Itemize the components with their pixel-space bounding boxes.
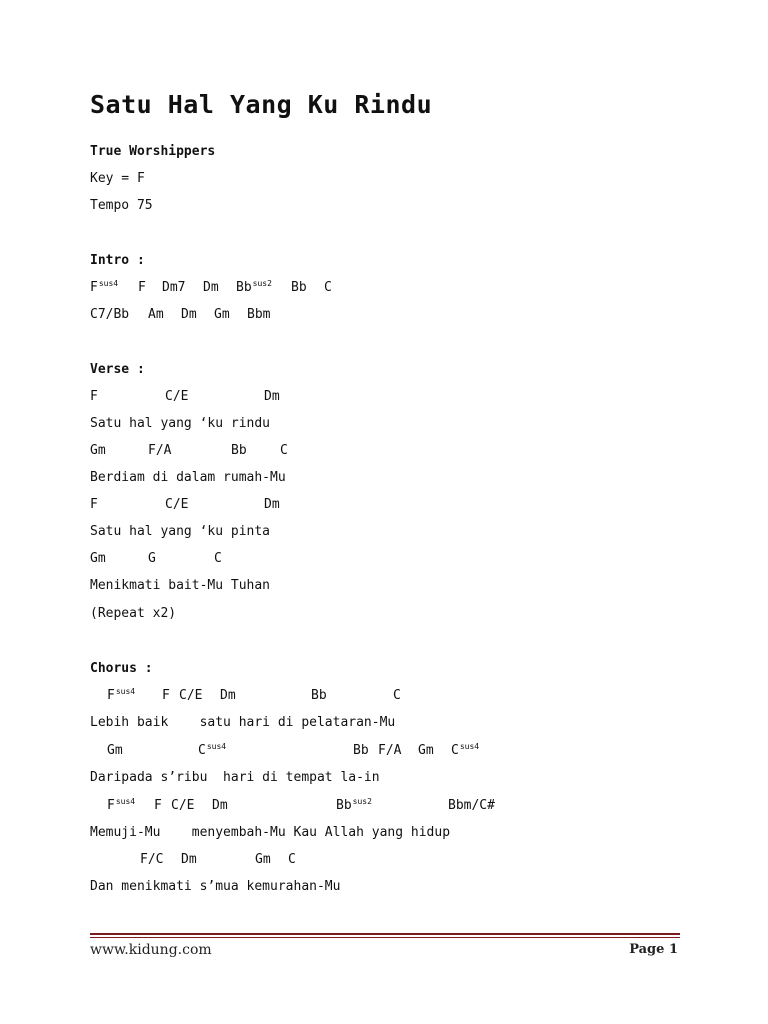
chord: C [288, 852, 296, 867]
chord: Gm [214, 307, 230, 322]
chord: Gm [90, 443, 106, 458]
chord: Gm [418, 743, 434, 758]
chord: Bb [231, 443, 247, 458]
chord: Dm [264, 389, 280, 404]
chord: F [90, 389, 98, 404]
chord: F/A [378, 743, 402, 758]
chord: Gm [255, 852, 271, 867]
intro-label: Intro : [90, 253, 145, 268]
chord: Dm [203, 280, 219, 295]
verse-label: Verse : [90, 362, 145, 377]
footer-website: www.kidung.com [90, 942, 212, 958]
verse-lyric-2: Berdiam di dalam rumah-Mu [90, 470, 286, 485]
song-key: Key = F [90, 171, 145, 186]
chord: F [138, 280, 146, 295]
chord: C/E [179, 688, 203, 703]
chord: Bb [291, 280, 307, 295]
chord: C [324, 280, 332, 295]
verse-lyric-4: Menikmati bait-Mu Tuhan [90, 578, 271, 593]
repeat-note: (Repeat x2) [90, 606, 177, 621]
chord: G [148, 551, 156, 566]
footer-divider-thin [90, 937, 680, 938]
page-number: Page 1 [629, 942, 678, 957]
chord: C [214, 551, 222, 566]
chord: $Bb^{sus2}$ [336, 797, 372, 813]
chord: Dm [220, 688, 236, 703]
chord: F [90, 497, 98, 512]
chord: $F^{sus4}$ [107, 797, 136, 813]
chord: Bb [353, 743, 369, 758]
chord: C [280, 443, 288, 458]
chorus-label: Chorus : [90, 661, 153, 676]
chord: Bbm [247, 307, 271, 322]
chorus-lyric-4: Dan menikmati s’mua kemurahan-Mu [90, 879, 341, 894]
verse-lyric-3: Satu hal yang ‘ku pinta [90, 524, 271, 539]
chord: F/A [148, 443, 172, 458]
chord: C [393, 688, 401, 703]
chord: C/E [165, 497, 189, 512]
verse-lyric-1: Satu hal yang ‘ku rindu [90, 416, 271, 431]
chord: Dm [181, 307, 197, 322]
artist-name: True Worshippers [90, 144, 216, 159]
chord: Dm [181, 852, 197, 867]
chord: Bbm/C# [448, 798, 495, 813]
chorus-lyric-3: Memuji-Mu menyembah-Mu Kau Allah yang hidup [90, 825, 451, 840]
chord: Bb [311, 688, 327, 703]
chord: F/C [140, 852, 164, 867]
footer-divider [90, 933, 680, 935]
chord: Dm [212, 798, 228, 813]
chord: Dm [264, 497, 280, 512]
chord: Am [148, 307, 164, 322]
song-title: Satu Hal Yang Ku Rindu [90, 90, 433, 119]
chord: C/E [165, 389, 189, 404]
chord: F [162, 688, 170, 703]
chord: Gm [107, 743, 123, 758]
chord: $C^{sus4}$ [451, 742, 480, 758]
chord: Gm [90, 551, 106, 566]
chord: C7/Bb [90, 307, 130, 322]
chorus-lyric-1: Lebih baik satu hari di pelataran-Mu [90, 715, 396, 730]
chorus-lyric-2: Daripada s’ribu hari di tempat la-in [90, 770, 380, 785]
chord: $F^{sus4}$ [90, 279, 119, 295]
chord: $Bb^{sus2}$ [236, 279, 272, 295]
chord: F [154, 798, 162, 813]
chord: C/E [171, 798, 195, 813]
chord: $F^{sus4}$ [107, 687, 136, 703]
chord: $C^{sus4}$ [198, 742, 227, 758]
chord: Dm7 [162, 280, 186, 295]
song-tempo: Tempo 75 [90, 198, 153, 213]
